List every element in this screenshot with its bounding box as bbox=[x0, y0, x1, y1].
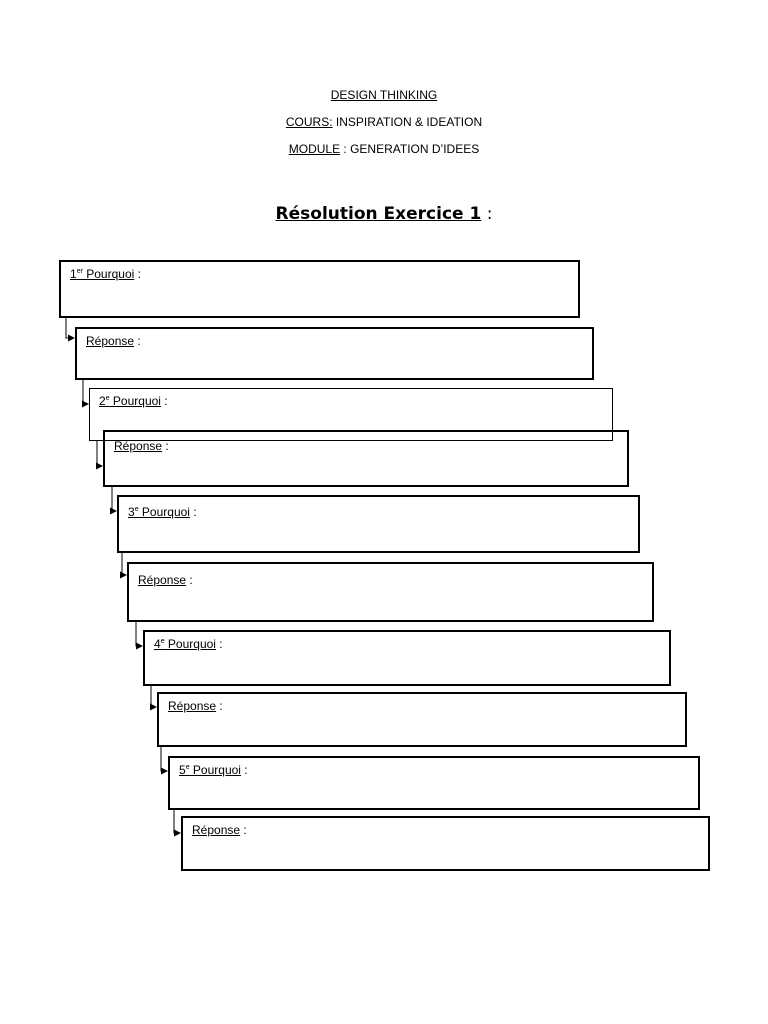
why-colon-1: : bbox=[134, 267, 141, 281]
why-box-3[interactable] bbox=[117, 495, 640, 553]
why-word-3: Pourquoi bbox=[138, 505, 190, 519]
answer-word-5: Réponse bbox=[192, 823, 241, 837]
answer-colon-3: : bbox=[186, 573, 193, 587]
answer-word-4: Réponse bbox=[168, 699, 217, 713]
page-title-text: Résolution Exercice 1 bbox=[275, 204, 482, 224]
course-subject: DESIGN THINKING bbox=[330, 88, 438, 102]
why-num-5: 5 bbox=[179, 763, 186, 777]
why-colon-3: : bbox=[189, 505, 197, 519]
answer-colon-2: : bbox=[162, 439, 169, 453]
why-word-2: Pourquoi bbox=[109, 394, 161, 408]
answer-label-4 bbox=[168, 699, 223, 713]
connector-arrow-3 bbox=[97, 441, 102, 466]
why-box-1[interactable] bbox=[59, 260, 580, 318]
why-label-1 bbox=[70, 267, 141, 281]
answer-label-1 bbox=[86, 334, 141, 348]
why-label-5 bbox=[179, 763, 248, 777]
answer-word-1: Réponse bbox=[86, 334, 135, 348]
connector-arrow-4 bbox=[112, 487, 116, 511]
why-colon-2: : bbox=[160, 394, 168, 408]
why-num-4: 4 bbox=[154, 637, 161, 651]
why-label-4 bbox=[154, 637, 223, 651]
answer-box-3[interactable] bbox=[127, 562, 654, 622]
connector-arrow-8 bbox=[161, 747, 167, 771]
why-label-2 bbox=[99, 394, 168, 408]
connector-arrow-6 bbox=[136, 622, 142, 646]
why-sup-2: e bbox=[105, 395, 110, 402]
course-value: INSPIRATION & IDEATION bbox=[332, 115, 483, 129]
connector-arrow-1 bbox=[66, 318, 74, 338]
why-sup-5: e bbox=[185, 764, 190, 771]
answer-colon-5: : bbox=[240, 823, 247, 837]
why-label-3 bbox=[128, 505, 197, 519]
course-label: COURS: bbox=[285, 115, 333, 129]
answer-box-5[interactable] bbox=[181, 816, 710, 871]
answer-colon-1: : bbox=[134, 334, 141, 348]
why-sup-3: e bbox=[134, 506, 139, 513]
answer-box-1[interactable] bbox=[75, 327, 594, 380]
answer-label-3 bbox=[138, 573, 193, 587]
connector-arrow-7 bbox=[151, 686, 156, 707]
why-word-5: Pourquoi bbox=[189, 763, 241, 777]
answer-label-5 bbox=[192, 823, 247, 837]
answer-box-4[interactable] bbox=[157, 692, 687, 747]
why-sup-1: er bbox=[76, 268, 83, 275]
why-box-5[interactable] bbox=[168, 756, 700, 810]
why-box-4[interactable] bbox=[143, 630, 671, 686]
module-label: MODULE bbox=[288, 142, 341, 156]
why-word-1: Pourquoi bbox=[82, 267, 135, 281]
why-sup-4: e bbox=[160, 638, 165, 645]
answer-label-2 bbox=[114, 439, 169, 453]
connector-arrow-9 bbox=[174, 810, 180, 833]
connector-arrow-2 bbox=[83, 380, 88, 404]
why-colon-4: : bbox=[215, 637, 223, 651]
answer-box-2[interactable] bbox=[103, 430, 629, 487]
why-num-1: 1 bbox=[70, 267, 77, 281]
answer-word-2: Réponse bbox=[114, 439, 163, 453]
answer-word-3: Réponse bbox=[138, 573, 187, 587]
connector-arrow-5 bbox=[122, 553, 126, 575]
module-value: : GENERATION D’IDEES bbox=[340, 142, 480, 156]
why-colon-5: : bbox=[240, 763, 248, 777]
page-title-colon: : bbox=[481, 204, 493, 224]
answer-colon-4: : bbox=[216, 699, 223, 713]
why-num-2: 2 bbox=[99, 394, 106, 408]
why-num-3: 3 bbox=[128, 505, 135, 519]
why-word-4: Pourquoi bbox=[164, 637, 216, 651]
